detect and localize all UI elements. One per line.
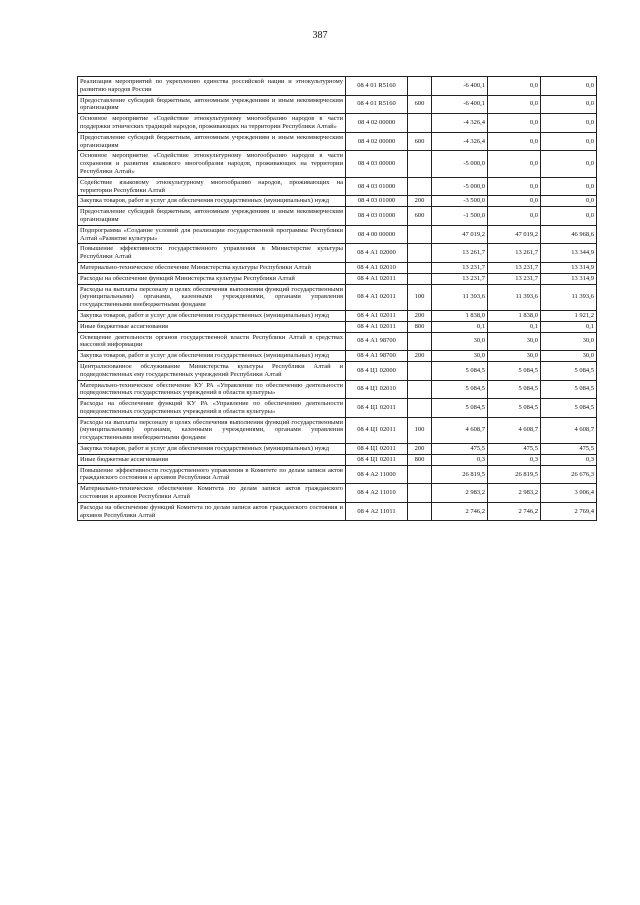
table-row	[78, 77, 597, 96]
row-value-3: 30,0	[541, 351, 597, 362]
row-value-2: 0,3	[488, 454, 541, 465]
row-code: 08 4 01 R5160	[346, 95, 408, 114]
row-value-3: 5 084,5	[541, 399, 597, 418]
row-name: Предоставление субсидий бюджетным, автономным учреждениям и иным некоммерческим организациям	[78, 207, 346, 226]
row-value-1: 30,0	[432, 351, 488, 362]
row-value-1: 11 393,6	[432, 284, 488, 310]
row-value-1: -3 500,0	[432, 196, 488, 207]
row-code: 08 4 А2 11000	[346, 465, 408, 484]
row-expense-type: 200	[408, 351, 432, 362]
row-code: 08 4 А1 02011	[346, 284, 408, 310]
row-value-3: 5 084,5	[541, 380, 597, 399]
budget-table	[77, 76, 597, 521]
row-value-3: 5 084,5	[541, 361, 597, 380]
row-expense-type	[408, 332, 432, 351]
row-value-1: -6 400,1	[432, 77, 488, 96]
row-value-1: 475,5	[432, 444, 488, 455]
row-code: 08 4 А2 11011	[346, 502, 408, 521]
row-value-1: -4 326,4	[432, 114, 488, 133]
row-code: 08 4 Ц1 02011	[346, 444, 408, 455]
row-name: Повышение эффективности государственного управления в Министерстве культуры Республики Алтай	[78, 244, 346, 263]
row-name: Материально-техническое обеспечение Министерства культуры Республики Алтай	[78, 262, 346, 273]
row-expense-type	[408, 225, 432, 244]
row-value-2: 2 746,2	[488, 502, 541, 521]
row-code: 08 4 03 01000	[346, 196, 408, 207]
row-value-3: 1 921,2	[541, 310, 597, 321]
row-value-1: 5 084,5	[432, 361, 488, 380]
row-value-3: 475,5	[541, 444, 597, 455]
row-expense-type	[408, 465, 432, 484]
row-expense-type: 100	[408, 284, 432, 310]
row-value-1: 30,0	[432, 332, 488, 351]
row-expense-type	[408, 273, 432, 284]
table-row	[78, 151, 597, 177]
row-code: 08 4 Ц1 02011	[346, 454, 408, 465]
table-row	[78, 196, 597, 207]
row-expense-type	[408, 399, 432, 418]
table-row	[78, 484, 597, 503]
row-code: 08 4 А1 02011	[346, 310, 408, 321]
row-value-1: 0,3	[432, 454, 488, 465]
row-code: 08 4 А2 11010	[346, 484, 408, 503]
row-expense-type: 200	[408, 444, 432, 455]
row-code: 08 4 03 01000	[346, 207, 408, 226]
row-value-2: 13 231,7	[488, 262, 541, 273]
page-number: 387	[312, 30, 328, 41]
row-value-3: 46 968,6	[541, 225, 597, 244]
table-row	[78, 444, 597, 455]
row-code: 08 4 03 00000	[346, 151, 408, 177]
row-expense-type: 600	[408, 207, 432, 226]
row-value-2: 5 084,5	[488, 380, 541, 399]
row-expense-type	[408, 380, 432, 399]
row-value-1: -6 400,1	[432, 95, 488, 114]
row-name: Иные бюджетные ассигнования	[78, 321, 346, 332]
row-value-2: 5 084,5	[488, 399, 541, 418]
row-code: 08 4 А1 02011	[346, 273, 408, 284]
table-row	[78, 273, 597, 284]
table-row	[78, 332, 597, 351]
row-value-2: 0,0	[488, 151, 541, 177]
row-value-1: -1 500,0	[432, 207, 488, 226]
row-value-3: 13 314,9	[541, 262, 597, 273]
row-name: Закупка товаров, работ и услуг для обеспечения государственных (муниципальных) нужд	[78, 444, 346, 455]
row-value-1: 2 983,2	[432, 484, 488, 503]
row-value-2: 4 608,7	[488, 417, 541, 443]
row-name: Расходы на обеспечение функций КУ РА «Управление по обеспечению деятельности подведомственных государственных учреждений в области культуры»	[78, 399, 346, 418]
row-code: 08 4 Ц1 02000	[346, 361, 408, 380]
row-expense-type: 800	[408, 454, 432, 465]
row-expense-type: 200	[408, 196, 432, 207]
row-value-3: 0,3	[541, 454, 597, 465]
table-row	[78, 465, 597, 484]
table-row	[78, 502, 597, 521]
row-value-3: 2 769,4	[541, 502, 597, 521]
row-code: 08 4 Ц1 02010	[346, 380, 408, 399]
table-row	[78, 244, 597, 263]
row-expense-type	[408, 502, 432, 521]
table-row	[78, 225, 597, 244]
row-value-2: 26 819,5	[488, 465, 541, 484]
row-value-2: 0,1	[488, 321, 541, 332]
row-value-2: 2 983,2	[488, 484, 541, 503]
table-row	[78, 361, 597, 380]
row-expense-type	[408, 177, 432, 196]
row-value-3: 0,0	[541, 95, 597, 114]
table-row	[78, 380, 597, 399]
table-row	[78, 262, 597, 273]
row-value-2: 5 084,5	[488, 361, 541, 380]
table-row	[78, 310, 597, 321]
row-value-3: 0,0	[541, 151, 597, 177]
table-row	[78, 351, 597, 362]
row-code: 08 4 01 R5160	[346, 77, 408, 96]
row-name: Подпрограмма «Создание условий для реализации государственной программы Республики Алтай «Развитие культуры»	[78, 225, 346, 244]
row-name: Расходы на обеспечение функций Министерства культуры Республики Алтай	[78, 273, 346, 284]
row-value-3: 0,0	[541, 114, 597, 133]
table-row	[78, 284, 597, 310]
table-row	[78, 399, 597, 418]
row-value-1: 13 261,7	[432, 244, 488, 263]
row-value-2: 30,0	[488, 332, 541, 351]
row-name: Иные бюджетные ассигнования	[78, 454, 346, 465]
budget-table-body	[78, 77, 597, 521]
row-value-1: 4 608,7	[432, 417, 488, 443]
row-expense-type: 800	[408, 321, 432, 332]
row-value-1: -4 326,4	[432, 132, 488, 151]
row-value-1: 26 819,5	[432, 465, 488, 484]
row-value-3: 13 344,9	[541, 244, 597, 263]
row-code: 08 4 А1 02010	[346, 262, 408, 273]
row-value-3: 0,1	[541, 321, 597, 332]
table-row	[78, 114, 597, 133]
row-code: 08 4 00 00000	[346, 225, 408, 244]
row-value-3: 26 676,3	[541, 465, 597, 484]
row-value-2: 0,0	[488, 114, 541, 133]
row-name: Расходы на выплаты персоналу в целях обеспечения выполнения функций государственными (муниципальными) органами, казенными учреждениями, органами управления государственными внебюджетными фондами	[78, 284, 346, 310]
row-value-3: 0,0	[541, 207, 597, 226]
row-value-3: 30,0	[541, 332, 597, 351]
row-value-2: 0,0	[488, 77, 541, 96]
row-name: Предоставление субсидий бюджетным, автономным учреждениям и иным некоммерческим организациям	[78, 95, 346, 114]
row-name: Повышение эффективности государственного управления в Комитете по делам записи актов гражданского состояния и архивов Республики Алтай	[78, 465, 346, 484]
row-value-3: 13 314,9	[541, 273, 597, 284]
row-name: Предоставление субсидий бюджетным, автономным учреждениям и иным некоммерческим организациям	[78, 132, 346, 151]
row-value-3: 0,0	[541, 132, 597, 151]
row-expense-type	[408, 262, 432, 273]
row-name: Расходы на обеспечение функций Комитета по делам записи актов гражданского состояния и архивов Республики Алтай	[78, 502, 346, 521]
row-expense-type: 600	[408, 132, 432, 151]
row-code: 08 4 02 00000	[346, 132, 408, 151]
row-value-1: 2 746,2	[432, 502, 488, 521]
row-name: Закупка товаров, работ и услуг для обеспечения государственных (муниципальных) нужд	[78, 351, 346, 362]
table-row	[78, 417, 597, 443]
row-value-3: 0,0	[541, 77, 597, 96]
row-name: Расходы на выплаты персоналу в целях обеспечения выполнения функций государственными (муниципальными) органами, казенными учреждениями, органами управления государственными внебюджетными фондами	[78, 417, 346, 443]
table-row	[78, 454, 597, 465]
row-code: 08 4 Ц1 02011	[346, 417, 408, 443]
row-value-2: 475,5	[488, 444, 541, 455]
row-value-1: -5 000,0	[432, 151, 488, 177]
row-name: Содействие языковому этнокультурному многообразию народов, проживающих на территории Республики Алтай	[78, 177, 346, 196]
table-row	[78, 207, 597, 226]
row-value-3: 0,0	[541, 196, 597, 207]
row-value-2: 0,0	[488, 177, 541, 196]
row-value-1: 1 838,0	[432, 310, 488, 321]
row-expense-type	[408, 114, 432, 133]
row-expense-type	[408, 484, 432, 503]
table-row	[78, 321, 597, 332]
row-code: 08 4 03 01000	[346, 177, 408, 196]
row-value-2: 0,0	[488, 196, 541, 207]
table-row	[78, 177, 597, 196]
row-name: Закупка товаров, работ и услуг для обеспечения государственных (муниципальных) нужд	[78, 310, 346, 321]
row-value-1: 0,1	[432, 321, 488, 332]
row-name: Материально-техническое обеспечение Комитета по делам записи актов гражданского состояния и архивов Республики Алтай	[78, 484, 346, 503]
row-name: Реализация мероприятий по укреплению единства российской нации и этнокультурному развитию народов России	[78, 77, 346, 96]
row-value-2: 0,0	[488, 95, 541, 114]
row-value-1: 13 231,7	[432, 262, 488, 273]
row-expense-type	[408, 361, 432, 380]
table-row	[78, 95, 597, 114]
row-name: Основное мероприятие «Содействие этнокультурному многообразию народов в части поддержки этнических традиций народов, проживающих на территории Республики Алтай»	[78, 114, 346, 133]
row-value-2: 13 261,7	[488, 244, 541, 263]
table-row	[78, 132, 597, 151]
row-value-1: 13 231,7	[432, 273, 488, 284]
row-code: 08 4 А1 98700	[346, 351, 408, 362]
row-code: 08 4 А1 98700	[346, 332, 408, 351]
row-expense-type	[408, 77, 432, 96]
row-value-2: 13 231,7	[488, 273, 541, 284]
row-value-1: -5 000,0	[432, 177, 488, 196]
row-value-3: 4 608,7	[541, 417, 597, 443]
row-value-2: 0,0	[488, 207, 541, 226]
row-expense-type	[408, 151, 432, 177]
row-code: 08 4 А1 02000	[346, 244, 408, 263]
row-code: 08 4 Ц1 02011	[346, 399, 408, 418]
row-value-2: 1 838,0	[488, 310, 541, 321]
row-value-2: 11 393,6	[488, 284, 541, 310]
row-code: 08 4 А1 02011	[346, 321, 408, 332]
row-name: Материально-техническое обеспечение КУ РА «Управление по обеспечению деятельности подведомственных государственных учреждений в области культуры»	[78, 380, 346, 399]
row-name: Централизованное обслуживание Министерства культуры Республики Алтай и подведомственных ему государственных учреждений Республики Алтай	[78, 361, 346, 380]
row-value-1: 5 084,5	[432, 399, 488, 418]
row-name: Закупка товаров, работ и услуг для обеспечения государственных (муниципальных) нужд	[78, 196, 346, 207]
row-value-2: 0,0	[488, 132, 541, 151]
row-value-2: 30,0	[488, 351, 541, 362]
row-value-2: 47 019,2	[488, 225, 541, 244]
row-expense-type: 200	[408, 310, 432, 321]
row-value-3: 3 006,4	[541, 484, 597, 503]
row-value-1: 5 084,5	[432, 380, 488, 399]
row-name: Освещение деятельности органов государственной власти Республики Алтай в средствах массовой информации	[78, 332, 346, 351]
row-expense-type: 600	[408, 95, 432, 114]
row-expense-type	[408, 244, 432, 263]
row-code: 08 4 02 00000	[346, 114, 408, 133]
row-name: Основное мероприятие «Содействие этнокультурному многообразию народов в части сохранения и развития языкового многообразия народов, проживающих на территории Республики Алтай»	[78, 151, 346, 177]
row-value-1: 47 019,2	[432, 225, 488, 244]
row-value-3: 0,0	[541, 177, 597, 196]
row-value-3: 11 393,6	[541, 284, 597, 310]
row-expense-type: 100	[408, 417, 432, 443]
